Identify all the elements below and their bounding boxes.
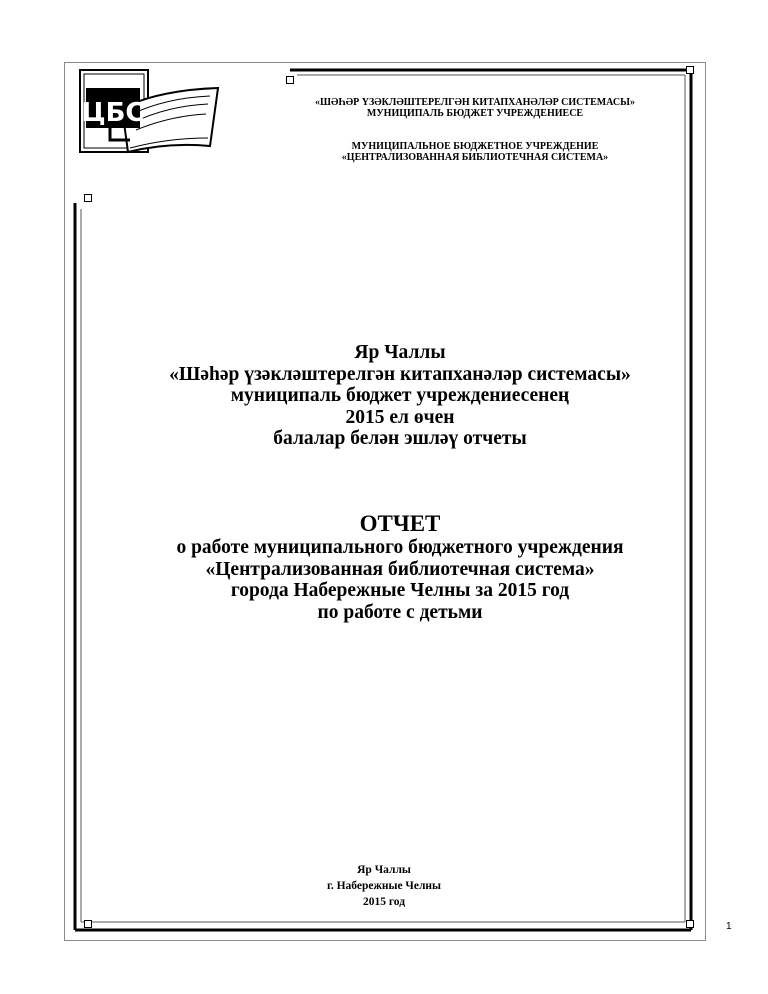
footer-city-russian: г. Набережные Челны	[326, 880, 442, 892]
report-heading: ОТЧЕТ	[359, 511, 441, 536]
tatar-title-line-1: Яр Чаллы	[354, 342, 446, 363]
russian-title-line-1: о работе муниципального бюджетного учреждения	[176, 537, 624, 558]
russian-title-line-3: города Набережные Челны за 2015 год	[230, 580, 570, 601]
russian-title-line-4: по работе с детьми	[317, 601, 483, 623]
tatar-title-line-4: 2015 ел өчен	[345, 406, 455, 428]
footer-city-tatar: Яр Чаллы	[357, 864, 411, 876]
header-tatar-line-1: «ШӘҺӘР ҮЗӘКЛӘШТЕРЕЛГӘН КИТАПХАНӘЛӘР СИСТЕМАСЫ»	[315, 97, 635, 108]
header-tatar-line-2: МУНИЦИПАЛЬ БЮДЖЕТ УЧРЕЖДЕНИЕСЕ	[366, 108, 584, 119]
logo-text: ЦБС	[81, 98, 145, 128]
russian-title-block	[100, 511, 700, 623]
tatar-title-line-2: «Шәһәр үзәкләштерелгән китапханәләр системасы»	[169, 363, 631, 385]
tatar-title-line-3: муниципаль бюджет учреждениесенең	[230, 385, 570, 406]
russian-title-line-2: «Централизованная библиотечная система»	[205, 558, 595, 580]
header-russian-line-1: МУНИЦИПАЛЬНОЕ БЮДЖЕТНОЕ УЧРЕЖДЕНИЕ	[351, 141, 599, 152]
page-number: 1	[726, 921, 732, 932]
tatar-title-line-5: балалар белән эшләү отчеты	[273, 428, 527, 449]
tatar-title-block	[100, 342, 700, 450]
footer-year: 2015 год	[362, 896, 406, 908]
header-russian-line-2: «ЦЕНТРАЛИЗОВАННАЯ БИБЛИОТЕЧНАЯ СИСТЕМА»	[341, 152, 609, 163]
library-logo	[70, 68, 220, 158]
